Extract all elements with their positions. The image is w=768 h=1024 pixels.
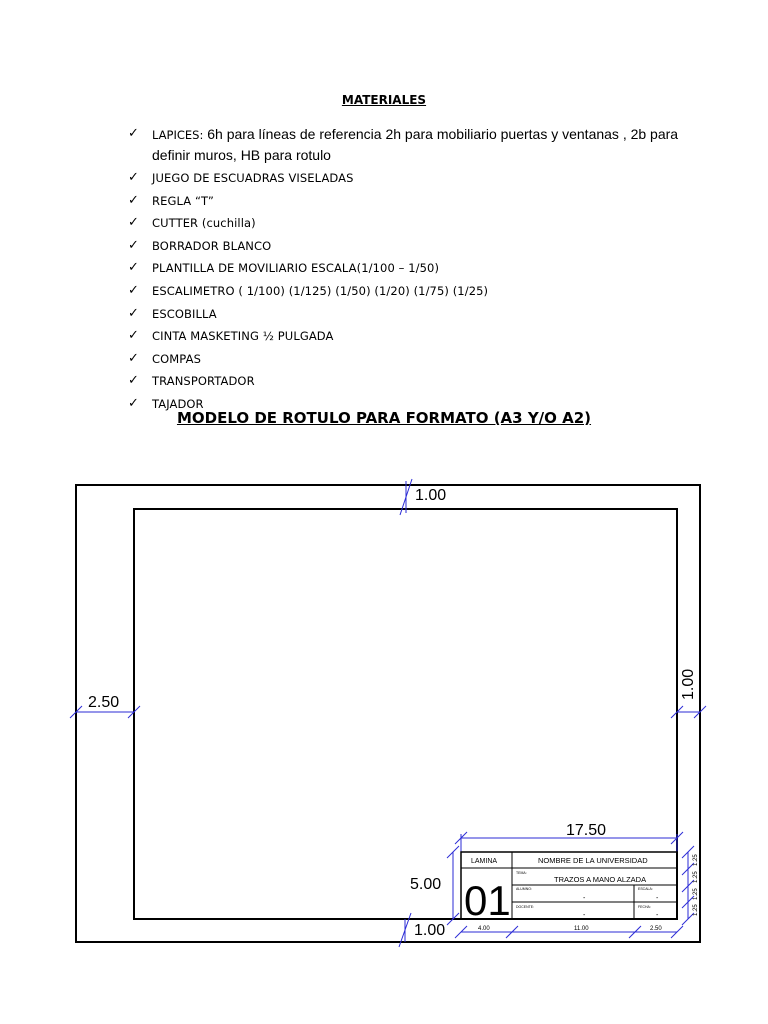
fecha-label: FECHA: [638,905,651,909]
list-item-text: TRANSPORTADOR [152,374,255,389]
list-item-text: REGLA “T” [152,193,214,208]
list-item-text: 6h para líneas de referencia 2h para mobiliario puertas y ventanas , 2b para definir muros, HB para rotulo [152,126,679,163]
university-name: NOMBRE DE LA UNIVERSIDAD [538,856,648,865]
checkmark-icon: ✓ [128,373,139,389]
list-item-lead: LAPICES: [152,128,204,142]
lamina-number: 01 [464,877,511,924]
dim-label-block-height: 5.00 [410,876,442,893]
alumno-value: - [583,895,586,902]
escala-value: - [656,895,659,902]
checkmark-icon: ✓ [128,395,139,411]
checkmark-icon: ✓ [128,305,139,321]
docente-value: - [583,912,586,919]
list-item-text: ESCOBILLA [152,306,217,321]
checkmark-icon: ✓ [128,260,139,276]
checkmark-icon: ✓ [128,215,139,231]
dim-label-right: 1.00 [680,668,697,700]
lamina-label: LAMINA [471,858,498,865]
list-item-text: ESCALIMETRO ( 1/100) (1/125) (1/50) (1/20) (1/75) (1/25) [152,283,489,298]
tema-label: TEMA: [516,871,527,875]
alumno-label: ALUMNO: [516,887,532,891]
docente-label: DOCENTE: [516,905,535,909]
list-item-text: TAJADOR [152,396,204,411]
dim-label-row: 1.25 [693,854,699,866]
checkmark-icon: ✓ [128,126,139,141]
dim-label-col-3: 2.50 [650,926,662,932]
tema-value: TRAZOS A MANO ALZADA [554,875,647,884]
checkmark-icon: ✓ [128,170,139,185]
checkmark-icon: ✓ [128,328,139,344]
dim-label-bottom: 1.00 [414,922,446,939]
list-item-text: COMPAS [152,351,201,366]
checkmark-icon: ✓ [128,192,139,208]
list-item-text: CUTTER (cuchilla) [152,216,256,231]
rotulo-heading: MODELO DE ROTULO PARA FORMATO (A3 Y/O A2) [176,409,592,427]
outer-sheet-border [76,485,700,942]
escala-label: ESCALA: [638,887,653,891]
list-item-text: BORRADOR BLANCO [152,238,272,253]
dim-label-row: 1.25 [693,904,699,916]
materials-heading: MATERIALES [341,93,427,107]
dim-label-col-1: 4.00 [478,926,490,932]
dim-label-row: 1.25 [693,871,699,883]
dim-label-block-width: 17.50 [566,822,607,839]
dim-label-top: 1.00 [415,487,447,504]
checkmark-icon: ✓ [128,350,139,366]
list-item-text: CINTA MASKETING ½ PULGADA [152,329,334,344]
checkmark-icon: ✓ [128,237,139,253]
list-item-text: PLANTILLA DE MOVILIARIO ESCALA(1/100 – 1/50) [152,261,440,276]
dim-label-left: 2.50 [88,694,120,711]
dim-label-col-2: 11.00 [574,926,589,932]
list-item-text: JUEGO DE ESCUADRAS VISELADAS [152,171,354,185]
dim-label-row: 1.25 [693,888,699,900]
checkmark-icon: ✓ [128,282,139,298]
fecha-value: - [656,912,659,919]
